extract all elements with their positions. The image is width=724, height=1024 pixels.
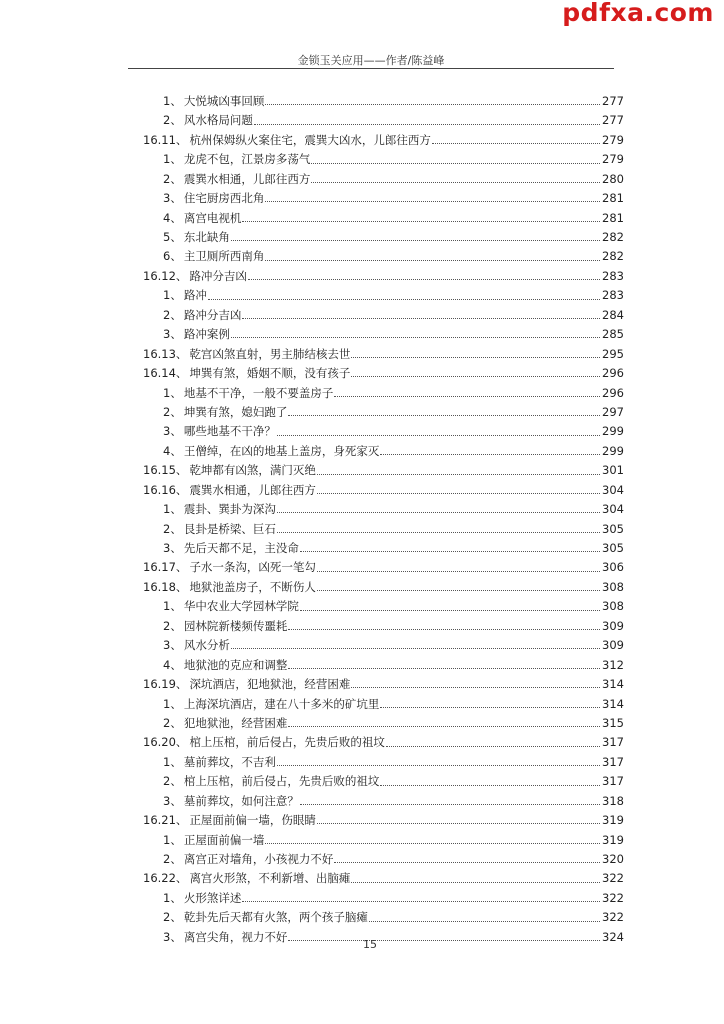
toc-entry-page: 304 (602, 482, 624, 497)
toc-entry-title: 乾宫凶煞直射，男主肺结核去世 (189, 346, 351, 361)
dot-leader (317, 571, 600, 572)
dot-leader (351, 687, 600, 688)
dot-leader (231, 337, 600, 338)
toc-subsection-entry[interactable] (143, 150, 624, 169)
toc-entry-title: 乾坤都有凶煞，满门灭绝 (189, 463, 316, 478)
dot-leader (351, 357, 600, 358)
dot-leader (369, 921, 600, 922)
toc-entry-title: 华中农业大学园林学院 (183, 599, 299, 614)
dot-leader (265, 843, 600, 844)
dot-leader (317, 493, 600, 494)
dot-leader (288, 629, 600, 630)
toc-entry-page: 322 (602, 871, 624, 886)
toc-entry-page: 317 (602, 735, 624, 750)
dot-leader (300, 610, 600, 611)
toc-entry-page: 283 (602, 268, 624, 283)
toc-section-entry[interactable] (143, 870, 624, 889)
toc-entry-page: 284 (602, 307, 624, 322)
toc-entry-title: 王僧绰，在凶的地基上盖房，身死家灭 (183, 443, 380, 458)
toc-entry-title: 路冲分吉凶 (189, 268, 247, 283)
toc-entry-title: 离宫尖角，视力不好 (183, 929, 288, 944)
toc-entry-page: 277 (602, 113, 624, 128)
dot-leader (311, 182, 600, 183)
toc-entry-number: 16.11、 (143, 132, 188, 147)
toc-entry-title: 离宫正对墙角，小孩视力不好 (183, 852, 334, 867)
toc-entry-title: 路冲 (183, 288, 207, 303)
toc-entry-page: 320 (602, 852, 624, 867)
toc-subsection-entry[interactable] (143, 325, 624, 344)
toc-entry-page: 281 (602, 191, 624, 206)
dot-leader (231, 240, 600, 241)
toc-entry-number: 3、 (163, 424, 182, 439)
toc-entry-page: 306 (602, 560, 624, 575)
toc-entry-title: 路冲案例 (183, 327, 230, 342)
dot-leader (248, 279, 600, 280)
toc-entry-page: 277 (602, 93, 624, 108)
toc-entry-page: 319 (602, 832, 624, 847)
toc-entry-title: 深坑酒店，犯地狱池，经营困难 (189, 677, 351, 692)
toc-entry-number: 1、 (163, 93, 182, 108)
toc-entry-number: 2、 (163, 404, 182, 419)
dot-leader (242, 221, 600, 222)
toc-section-entry[interactable] (143, 733, 624, 752)
toc-entry-title: 主卫厕所西南角 (183, 249, 265, 264)
toc-entry-title: 坤巽有煞，媳妇跑了 (183, 404, 288, 419)
toc-subsection-entry[interactable] (143, 753, 624, 772)
toc-section-entry[interactable] (143, 461, 624, 480)
toc-entry-title: 杭州保姆纵火案住宅，震巽大凶水，儿郎往西方 (189, 132, 431, 147)
dot-leader (300, 804, 600, 805)
toc-entry-page: 296 (602, 385, 624, 400)
toc-entry-number: 1、 (163, 288, 182, 303)
toc-subsection-entry[interactable] (143, 617, 624, 636)
toc-entry-number: 1、 (163, 502, 182, 517)
toc-subsection-entry[interactable] (143, 209, 624, 228)
toc-entry-number: 3、 (163, 541, 182, 556)
toc-subsection-entry[interactable] (143, 286, 624, 305)
toc-entry-page: 312 (602, 657, 624, 672)
toc-entry-number: 3、 (163, 191, 182, 206)
toc-section-entry[interactable] (143, 811, 624, 830)
toc-subsection-entry[interactable] (143, 656, 624, 675)
toc-entry-page: 305 (602, 541, 624, 556)
toc-entry-title: 龙虎不包，江景房多荡气 (183, 152, 311, 167)
toc-entry-title: 哪些地基不干净？ (183, 424, 276, 439)
toc-subsection-entry[interactable] (143, 306, 624, 325)
toc-entry-title: 离宫火形煞，不利新增、出脑瘫 (189, 871, 351, 886)
toc-entry-page: 285 (602, 327, 624, 342)
toc-entry-number: 2、 (163, 618, 182, 633)
toc-entry-number: 16.16、 (143, 482, 188, 497)
toc-subsection-entry[interactable] (143, 850, 624, 869)
toc-subsection-entry[interactable] (143, 170, 624, 189)
dot-leader (317, 590, 600, 591)
toc-entry-page: 314 (602, 696, 624, 711)
toc-entry-number: 6、 (163, 249, 182, 264)
dot-leader (351, 882, 600, 883)
dot-leader (265, 201, 600, 202)
toc-entry-page: 279 (602, 132, 624, 147)
toc-entry-number: 5、 (163, 230, 182, 245)
toc-entry-page: 319 (602, 813, 624, 828)
toc-section-entry[interactable] (143, 364, 624, 383)
dot-leader (334, 862, 600, 863)
toc-entry-page: 322 (602, 910, 624, 925)
toc-entry-number: 3、 (163, 929, 182, 944)
toc-entry-number: 2、 (163, 910, 182, 925)
toc-entry-number: 1、 (163, 890, 182, 905)
toc-entry-page: 317 (602, 774, 624, 789)
toc-entry-number: 1、 (163, 754, 182, 769)
toc-entry-number: 1、 (163, 832, 182, 847)
dot-leader (242, 901, 600, 902)
toc-subsection-entry[interactable] (143, 792, 624, 811)
toc-entry-number: 3、 (163, 327, 182, 342)
toc-entry-page: 301 (602, 463, 624, 478)
toc-subsection-entry[interactable] (143, 384, 624, 403)
toc-entry-title: 棺上压棺，前后侵占，先贵后败的祖坟 (189, 735, 385, 750)
toc-entry-page: 295 (602, 346, 624, 361)
toc-subsection-entry[interactable] (143, 403, 624, 422)
toc-entry-title: 乾卦先后天都有火煞，两个孩子脑瘫 (183, 910, 368, 925)
toc-entry-number: 2、 (163, 113, 182, 128)
toc-entry-page: 282 (602, 249, 624, 264)
toc-entry-page: 318 (602, 793, 624, 808)
dot-leader (380, 707, 600, 708)
toc-entry-page: 322 (602, 890, 624, 905)
toc-entry-title: 离宫电视机 (183, 210, 242, 225)
toc-entry-title: 大悦城凶事回顾 (183, 93, 265, 108)
toc-subsection-entry[interactable] (143, 597, 624, 616)
toc-entry-page: 309 (602, 638, 624, 653)
toc-entry-title: 火形煞详述 (183, 890, 242, 905)
header-divider (128, 68, 614, 69)
dot-leader (432, 143, 600, 144)
toc-entry-number: 16.21、 (143, 813, 188, 828)
toc-subsection-entry[interactable] (143, 772, 624, 791)
toc-entry-page: 299 (602, 424, 624, 439)
toc-entry-number: 1、 (163, 385, 182, 400)
dot-leader (277, 512, 600, 513)
toc-entry-number: 16.17、 (143, 560, 188, 575)
table-of-contents (143, 92, 624, 947)
toc-section-entry[interactable] (143, 481, 624, 500)
toc-entry-page: 324 (602, 929, 624, 944)
toc-entry-page: 280 (602, 171, 624, 186)
toc-entry-number: 16.18、 (143, 579, 188, 594)
toc-entry-page: 282 (602, 230, 624, 245)
toc-section-entry[interactable] (143, 578, 624, 597)
dot-leader (380, 454, 600, 455)
toc-subsection-entry[interactable] (143, 422, 624, 441)
toc-entry-page: 304 (602, 502, 624, 517)
toc-entry-number: 16.22、 (143, 871, 188, 886)
toc-subsection-entry[interactable] (143, 500, 624, 519)
toc-entry-title: 震巽水相通，儿郎往西方 (183, 171, 311, 186)
toc-entry-number: 2、 (163, 171, 182, 186)
toc-section-entry[interactable] (143, 675, 624, 694)
toc-entry-title: 艮卦是桥梁、巨石 (183, 521, 276, 536)
running-header: 金锁玉关应用——作者/陈益峰 (297, 54, 445, 67)
dot-leader (231, 648, 600, 649)
toc-entry-page: 281 (602, 210, 624, 225)
toc-subsection-entry[interactable] (143, 442, 624, 461)
dot-leader (288, 415, 600, 416)
toc-entry-number: 16.19、 (143, 677, 188, 692)
toc-entry-number: 2、 (163, 852, 182, 867)
toc-entry-number: 1、 (163, 599, 182, 614)
dot-leader (254, 124, 600, 125)
toc-entry-title: 先后天都不足，主没命 (183, 541, 299, 556)
toc-entry-page: 317 (602, 754, 624, 769)
toc-entry-number: 1、 (163, 696, 182, 711)
toc-entry-title: 墓前葬坟，不吉利 (183, 754, 276, 769)
toc-entry-title: 震巽水相通，儿郎往西方 (189, 482, 316, 497)
toc-subsection-entry[interactable] (143, 889, 624, 908)
toc-entry-title: 犯地狱池，经营困难 (183, 715, 288, 730)
toc-entry-title: 地基不干净，一般不要盖房子 (183, 385, 334, 400)
dot-leader (242, 318, 600, 319)
toc-entry-page: 308 (602, 579, 624, 594)
dot-leader (317, 474, 600, 475)
dot-leader (334, 396, 600, 397)
toc-entry-number: 2、 (163, 307, 182, 322)
dot-leader (351, 376, 600, 377)
toc-subsection-entry[interactable] (143, 539, 624, 558)
toc-entry-number: 4、 (163, 657, 182, 672)
toc-subsection-entry[interactable] (143, 831, 624, 850)
toc-section-entry[interactable] (143, 559, 624, 578)
toc-subsection-entry[interactable] (143, 248, 624, 267)
toc-entry-page: 309 (602, 618, 624, 633)
toc-entry-number: 2、 (163, 774, 182, 789)
toc-entry-page: 314 (602, 677, 624, 692)
toc-entry-number: 2、 (163, 521, 182, 536)
toc-subsection-entry[interactable] (143, 636, 624, 655)
toc-entry-title: 上海深坑酒店，建在八十多米的矿坑里 (183, 696, 380, 711)
toc-entry-title: 风水分析 (183, 638, 230, 653)
toc-entry-title: 墓前葬坟，如何注意？ (183, 793, 299, 808)
toc-entry-title: 子水一条沟，凶死一笔勾 (189, 560, 316, 575)
toc-entry-title: 风水格局问题 (183, 113, 253, 128)
toc-subsection-entry[interactable] (143, 228, 624, 247)
toc-entry-title: 路冲分吉凶 (183, 307, 242, 322)
toc-entry-page: 296 (602, 366, 624, 381)
dot-leader (380, 785, 600, 786)
dot-leader (277, 532, 600, 533)
toc-entry-page: 283 (602, 288, 624, 303)
toc-entry-number: 16.12、 (143, 268, 188, 283)
toc-section-entry[interactable] (143, 131, 624, 150)
toc-entry-number: 4、 (163, 210, 182, 225)
toc-entry-number: 3、 (163, 793, 182, 808)
toc-entry-number: 2、 (163, 715, 182, 730)
toc-section-entry[interactable] (143, 345, 624, 364)
toc-entry-number: 16.13、 (143, 346, 188, 361)
toc-subsection-entry[interactable] (143, 695, 624, 714)
toc-entry-number: 16.15、 (143, 463, 188, 478)
toc-entry-title: 正屋面前偏一墙，伤眼睛 (189, 813, 316, 828)
dot-leader (277, 435, 600, 436)
toc-subsection-entry[interactable] (143, 908, 624, 927)
dot-leader (311, 163, 600, 164)
toc-entry-number: 4、 (163, 443, 182, 458)
toc-entry-page: 305 (602, 521, 624, 536)
toc-entry-number: 3、 (163, 638, 182, 653)
toc-entry-title: 地狱池的克应和调整 (183, 657, 288, 672)
toc-entry-page: 297 (602, 404, 624, 419)
toc-entry-title: 住宅厨房西北角 (183, 191, 265, 206)
dot-leader (265, 260, 600, 261)
toc-subsection-entry[interactable] (143, 189, 624, 208)
toc-entry-title: 园林院新楼频传噩耗 (183, 618, 288, 633)
toc-entry-page: 315 (602, 715, 624, 730)
dot-leader (208, 299, 600, 300)
toc-subsection-entry[interactable] (143, 520, 624, 539)
page-number: 15 (363, 938, 377, 951)
toc-entry-number: 16.14、 (143, 366, 188, 381)
toc-subsection-entry[interactable] (143, 92, 624, 111)
dot-leader (288, 726, 600, 727)
dot-leader (288, 668, 600, 669)
dot-leader (386, 746, 600, 747)
toc-entry-page: 279 (602, 152, 624, 167)
dot-leader (300, 551, 600, 552)
toc-entry-title: 棺上压棺，前后侵占，先贵后败的祖坟 (183, 774, 380, 789)
toc-section-entry[interactable] (143, 267, 624, 286)
watermark: pdfxa.com (562, 0, 714, 27)
toc-entry-number: 16.20、 (143, 735, 188, 750)
toc-entry-page: 299 (602, 443, 624, 458)
toc-entry-title: 东北缺角 (183, 230, 230, 245)
toc-entry-number: 1、 (163, 152, 182, 167)
dot-leader (317, 823, 600, 824)
toc-subsection-entry[interactable] (143, 111, 624, 130)
dot-leader (277, 765, 600, 766)
dot-leader (265, 104, 600, 105)
toc-entry-title: 坤巽有煞，婚姻不顺，没有孩子 (189, 366, 351, 381)
toc-entry-page: 308 (602, 599, 624, 614)
toc-entry-title: 震卦、巽卦为深沟 (183, 502, 276, 517)
toc-entry-title: 地狱池盖房子，不断伤人 (189, 579, 316, 594)
toc-subsection-entry[interactable] (143, 714, 624, 733)
toc-entry-title: 正屋面前偏一墙 (183, 832, 265, 847)
